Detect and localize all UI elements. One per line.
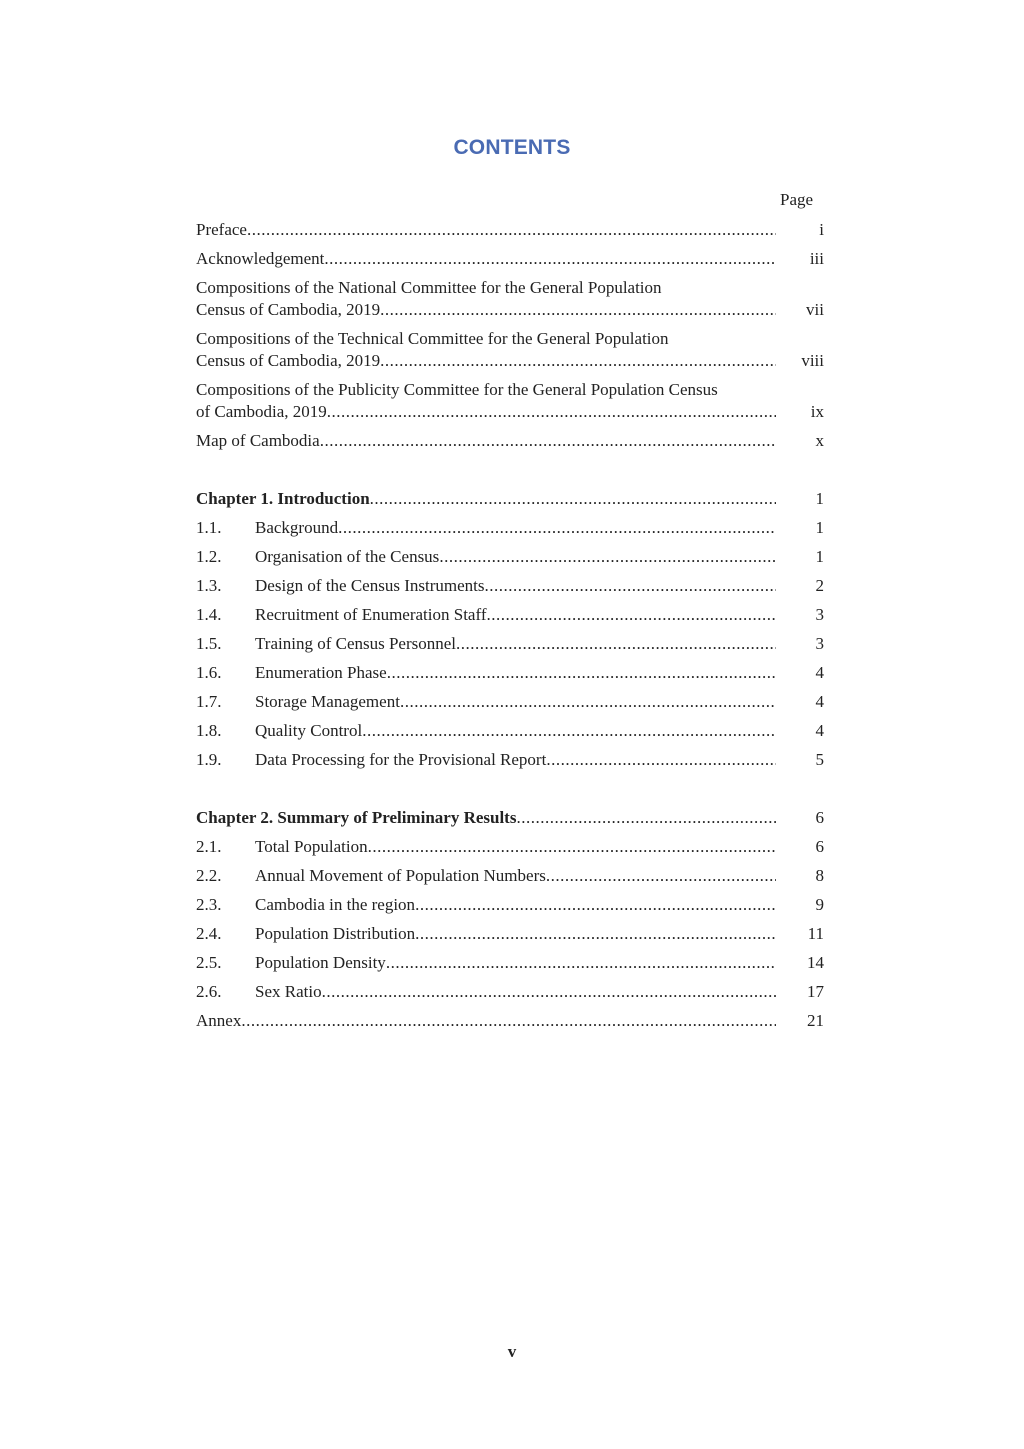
toc-entry-label-line1: Compositions of the National Committee for the General Population [196,278,662,297]
toc-entry-national-committee[interactable] [196,277,828,328]
toc-section-label: Design of the Census Instruments [255,576,485,595]
toc-section-label: Storage Management [255,692,400,711]
toc-page-number: 14 [807,953,824,972]
toc-page-number: 3 [815,605,824,624]
toc-page-number: 8 [815,866,824,885]
toc-section-label: Annual Movement of Population Numbers [255,866,546,885]
toc-section-number: 2.5. [196,953,222,972]
table-of-contents [196,219,828,1039]
toc-section-label: Recruitment of Enumeration Staff [255,605,487,624]
toc-section-number: 1.8. [196,721,222,740]
toc-section-label: Population Distribution [255,924,416,943]
toc-section-label: Quality Control [255,721,363,740]
toc-section-number: 2.2. [196,866,222,885]
toc-chapter-title: Chapter 2. Summary of Preliminary Results [196,808,517,827]
toc-section-label: Background [255,518,339,537]
toc-entry-label: Preface [196,220,247,239]
toc-section-2-1[interactable] [196,836,828,865]
toc-page-number: 21 [807,1011,824,1030]
toc-page-number: 4 [815,721,824,740]
toc-page-number: 4 [815,692,824,711]
toc-page-number: 3 [815,634,824,653]
toc-section-number: 1.9. [196,750,222,769]
toc-section-1-4[interactable] [196,604,828,633]
toc-section-number: 1.2. [196,547,222,566]
toc-entry-label-line2: Census of Cambodia, 2019 [196,300,381,319]
toc-entry-preface[interactable] [196,219,828,248]
toc-page-number: 1 [815,518,824,537]
toc-entry-label-line2: Census of Cambodia, 2019 [196,351,381,370]
toc-section-number: 2.4. [196,924,222,943]
toc-entry-technical-committee[interactable] [196,328,828,379]
toc-section-label: Enumeration Phase [255,663,387,682]
toc-section-number: 1.7. [196,692,222,711]
toc-page-number: 11 [807,924,824,943]
toc-section-number: 1.1. [196,518,222,537]
toc-chapter-title: Chapter 1. Introduction [196,489,370,508]
page-title: CONTENTS [453,136,571,159]
toc-entry-label: Acknowledgement [196,249,325,268]
toc-entry-label: Annex [196,1011,242,1030]
toc-section-number: 1.5. [196,634,222,653]
toc-entry-label-line2: of Cambodia, 2019 [196,402,327,421]
toc-section-number: 1.4. [196,605,222,624]
toc-entry-publicity-committee[interactable] [196,379,828,430]
toc-section-2-3[interactable] [196,894,828,923]
toc-page-number: 9 [815,895,824,914]
toc-page-number: i [819,220,824,239]
toc-page-number: 6 [815,808,824,827]
toc-section-number: 1.3. [196,576,222,595]
toc-page-number: ix [810,402,824,421]
toc-section-label: Cambodia in the region [255,895,416,914]
toc-section-1-5[interactable] [196,633,828,662]
toc-section-label: Data Processing for the Provisional Report [255,750,547,769]
toc-section-label: Training of Census Personnel [255,634,457,653]
toc-section-1-2[interactable] [196,546,828,575]
toc-section-label: Sex Ratio [255,982,322,1001]
toc-section-number: 2.6. [196,982,222,1001]
toc-page-number: iii [809,249,824,268]
page-column-header: Page [780,190,814,209]
toc-entry-annex[interactable] [196,1010,828,1039]
toc-page-number: 2 [815,576,824,595]
toc-entry-label-line1: Compositions of the Publicity Committee for the General Population Census [196,380,718,399]
toc-section-2-5[interactable] [196,952,828,981]
toc-entry-acknowledgement[interactable] [196,248,828,277]
toc-section-1-3[interactable] [196,575,828,604]
toc-page-number: 4 [815,663,824,682]
toc-entry-label: Map of Cambodia [196,431,320,450]
toc-section-1-8[interactable] [196,720,828,749]
toc-entry-map[interactable] [196,430,828,459]
toc-page-number: 17 [807,982,824,1001]
footer-page-number: v [507,1342,517,1361]
toc-page-number: vii [806,300,824,319]
toc-page-number: 1 [815,489,824,508]
toc-section-2-2[interactable] [196,865,828,894]
toc-section-number: 2.3. [196,895,222,914]
toc-chapter-2[interactable] [196,807,828,836]
toc-chapter-1[interactable] [196,488,828,517]
toc-section-label: Organisation of the Census [255,547,440,566]
toc-section-2-6[interactable] [196,981,828,1010]
toc-section-label: Total Population [255,837,368,856]
toc-section-1-9[interactable] [196,749,828,778]
toc-section-number: 1.6. [196,663,222,682]
toc-section-1-7[interactable] [196,691,828,720]
toc-page-number: 1 [815,547,824,566]
toc-section-1-1[interactable] [196,517,828,546]
toc-section-1-6[interactable] [196,662,828,691]
toc-page-number: 5 [815,750,824,769]
toc-page-number: 6 [815,837,824,856]
toc-page-number: x [815,431,824,450]
toc-section-label: Population Density [255,953,386,972]
toc-section-2-4[interactable] [196,923,828,952]
toc-entry-label-line1: Compositions of the Technical Committee for the General Population [196,329,669,348]
toc-section-number: 2.1. [196,837,222,856]
toc-page-number: viii [801,351,824,370]
